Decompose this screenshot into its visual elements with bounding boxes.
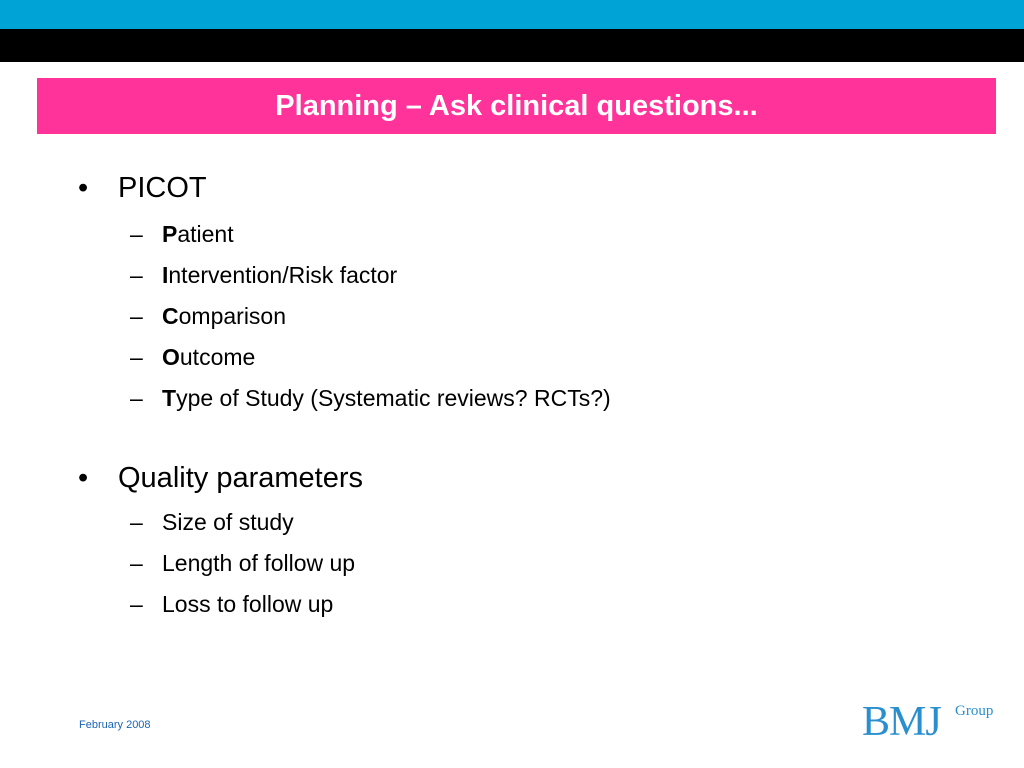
sub-bullet-text: Loss to follow up xyxy=(162,591,334,617)
initial-letter: I xyxy=(162,262,169,288)
sub-bullet-text xyxy=(162,384,611,412)
logo-sub-text: Group xyxy=(955,703,994,719)
rest-text: ype of Study (Systematic reviews? RCTs?) xyxy=(176,385,611,411)
dash: – xyxy=(130,344,143,370)
dash: – xyxy=(130,591,143,617)
rest-text: atient xyxy=(177,221,234,247)
initial-letter: O xyxy=(162,344,180,370)
rest-text: omparison xyxy=(178,303,287,329)
sub-bullet-text xyxy=(162,302,286,330)
bmj-group-logo xyxy=(862,698,1002,754)
bullet-heading: Quality parameters xyxy=(118,462,363,494)
sub-bullet-text xyxy=(162,261,397,289)
sub-bullet-text xyxy=(162,343,255,371)
rest-text: ntervention/Risk factor xyxy=(168,262,398,288)
bullet-dot: • xyxy=(78,462,89,494)
title-bar xyxy=(37,78,996,134)
bullet-dot: • xyxy=(78,172,89,204)
dash: – xyxy=(130,509,143,535)
sub-bullet-text: Length of follow up xyxy=(162,550,356,576)
footer-date: February 2008 xyxy=(79,719,151,731)
sub-bullet-text xyxy=(162,220,234,248)
bullet-heading: PICOT xyxy=(118,172,207,204)
initial-letter: T xyxy=(162,385,177,411)
top-blue-band xyxy=(0,0,1024,29)
sub-bullet-text: Size of study xyxy=(162,509,294,535)
logo-main-text: BMJ xyxy=(862,699,941,745)
dash: – xyxy=(130,262,143,288)
dash: – xyxy=(130,385,143,411)
rest-text: utcome xyxy=(179,344,256,370)
slide-title: Planning – Ask clinical questions... xyxy=(275,89,758,122)
initial-letter: P xyxy=(162,221,178,247)
top-black-band xyxy=(0,29,1024,62)
dash: – xyxy=(130,303,143,329)
dash: – xyxy=(130,550,143,576)
dash: – xyxy=(130,221,143,247)
initial-letter: C xyxy=(162,303,179,329)
